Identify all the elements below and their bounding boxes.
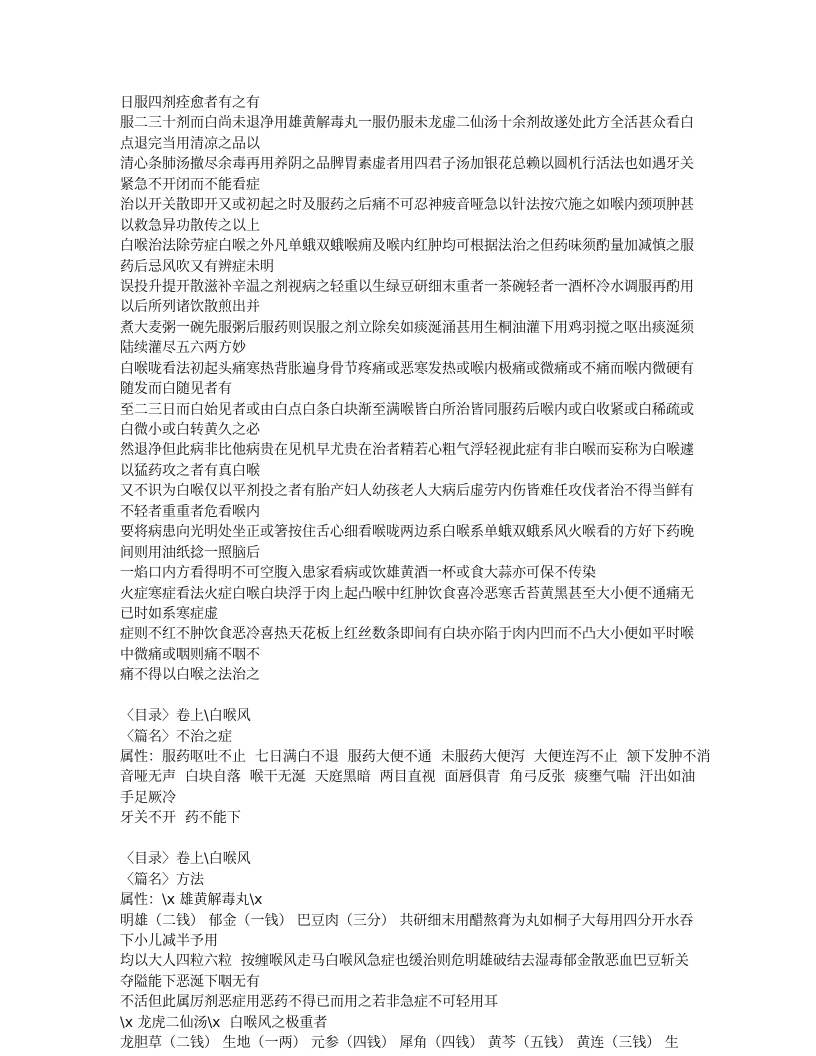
- text-line: 以救急异功散传之以上: [120, 217, 260, 234]
- text-line: 紧急不开闭而不能看症: [120, 176, 260, 193]
- text-line: 清心条肺汤撤尽余毒再用养阴之品脾胃素虚者用四君子汤加银花总赖以圆机行活法也如遇牙关: [120, 156, 694, 173]
- text-line: 白喉咙看法初起头痛寒热背胀遍身骨节疼痛或恶寒发热或喉内极痛或微痛或不痛而喉内微硬有: [120, 360, 694, 377]
- text-line: 要将病患向光明处坐正或箸按住舌心细看喉咙两边系白喉系单蛾双蛾系风火喉看的方好下药晚: [120, 524, 694, 541]
- text-line: 痛不得以白喉之法治之: [120, 667, 260, 684]
- text-line: 手足厥冷: [120, 789, 176, 806]
- text-line: 〈目录〉卷上\白喉风: [120, 851, 251, 868]
- text-line: 白喉治法除劳症白喉之外凡单蛾双蛾喉痈及喉内红肿均可根据法治之但药味须酌量加减慎之服: [120, 238, 694, 255]
- text-line: 〈篇名〉不治之症: [120, 728, 232, 745]
- text-line: 牙关不开 药不能下: [120, 810, 241, 827]
- text-line: 陆续灌尽五六两方妙: [120, 340, 246, 357]
- text-line: 〈篇名〉方法: [120, 871, 204, 888]
- text-line: 明雄（二钱） 郁金（一钱） 巴豆肉（三分） 共研细末用醋熬膏为丸如桐子大每用四分开水吞: [120, 912, 694, 929]
- text-line: 药后忌风吹又有辨症未明: [120, 258, 274, 275]
- text-line: 日服四剂痊愈者有之有: [120, 95, 260, 111]
- text-line: 龙胆草（二钱） 生地（一两） 元参（四钱） 犀角（四钱） 黄芩（五钱） 黄连（三钱） 生: [120, 1035, 679, 1052]
- text-line: 点退完当用清凉之品以: [120, 135, 260, 152]
- text-line: 音哑无声 白块自落 喉干无涎 天庭黑暗 两目直视 面唇俱青 角弓反张 痰壅气喘 汗出如油: [120, 769, 696, 786]
- text-line: 〈目录〉卷上\白喉风: [120, 708, 251, 725]
- blank-line: [120, 829, 720, 849]
- text-line: 中微痛或咽则痛不咽不: [120, 646, 260, 663]
- document-page: [120, 93, 720, 1054]
- text-line: 夺隘能下恶涎下咽无有: [120, 973, 260, 990]
- text-line: 又不识为白喉仅以平剂投之者有胎产妇人幼孩老人大病后虚劳内伤皆难任攻伐者治不得当鲜有: [120, 483, 694, 500]
- text-line: 已时如系寒症虚: [120, 605, 218, 622]
- text-line: 属性：\x 雄黄解毒丸\x: [120, 892, 263, 909]
- text-line: 属性：服药呕吐不止 七日满白不退 服药大便不通 未服药大便泻 大便连泻不止 颔下发肿不消: [120, 749, 711, 765]
- text-line: 至二三日而白始见者或由白点白条白块渐至满喉皆白所治皆同服药后喉内或白收紧或白稀疏或: [120, 401, 694, 418]
- text-line: 以猛药攻之者有真白喉: [120, 462, 260, 479]
- text-line: \x 龙虎二仙汤\x 白喉风之极重者: [120, 1014, 328, 1031]
- text-line: 服二三十剂而白尚未退净用雄黄解毒丸一服仍服未龙虚二仙汤十余剂故遂处此方全活甚众看白: [120, 115, 694, 132]
- text-line: 一焰口内方看得明不可空腹入患家看病或饮雄黄酒一杯或食大蒜亦可保不传染: [120, 565, 596, 582]
- blank-line: [120, 686, 720, 706]
- text-line: 均以大人四粒六粒 按缠喉风走马白喉风急症也缓治则危明雄破结去湿毒郁金散恶血巴豆斩关: [120, 953, 689, 970]
- text-line: 不轻者重重者危看喉内: [120, 503, 260, 520]
- text-line: 间则用油纸捻一照脑后: [120, 544, 260, 561]
- text-line: 误投升提开散滋补辛温之剂视病之轻重以生绿豆研细末重者一茶碗轻者一酒杯冷水调服再酌用: [120, 278, 694, 295]
- text-line: 治以开关散即开又或初起之时及服药之后痛不可忍神疲音哑急以针法按穴施之如喉内颈项肿甚: [120, 197, 694, 214]
- text-line: 火症寒症看法火症白喉白块浮于肉上起凸喉中红肿饮食喜冷恶寒舌苔黄黑甚至大小便不通痛无: [120, 585, 694, 602]
- text-line: 以后所列诸饮散煎出并: [120, 299, 260, 316]
- text-line: 煮大麦粥一碗先服粥后服药则误服之剂立除矣如痰涎涌甚用生桐油灌下用鸡羽搅之呕出痰涎须: [120, 319, 694, 336]
- text-line: 下小儿减半予用: [120, 932, 218, 949]
- text-line: 白微小或白转黄久之必: [120, 422, 260, 438]
- text-line: 然退净但此病非比他病贵在见机早尤贵在治者精若心粗气浮轻视此症有非白喉而妄称为白喉遽: [120, 442, 694, 459]
- text-line: 症则不红不肿饮食恶冷喜热天花板上红丝数条即间有白块亦陷于肉内凹而不凸大小便如平时喉: [120, 626, 694, 643]
- text-line: 不活但此属厉剂恶症用恶药不得已而用之若非急症不可轻用耳: [120, 994, 498, 1011]
- text-line: 随发而白随见者有: [120, 381, 232, 398]
